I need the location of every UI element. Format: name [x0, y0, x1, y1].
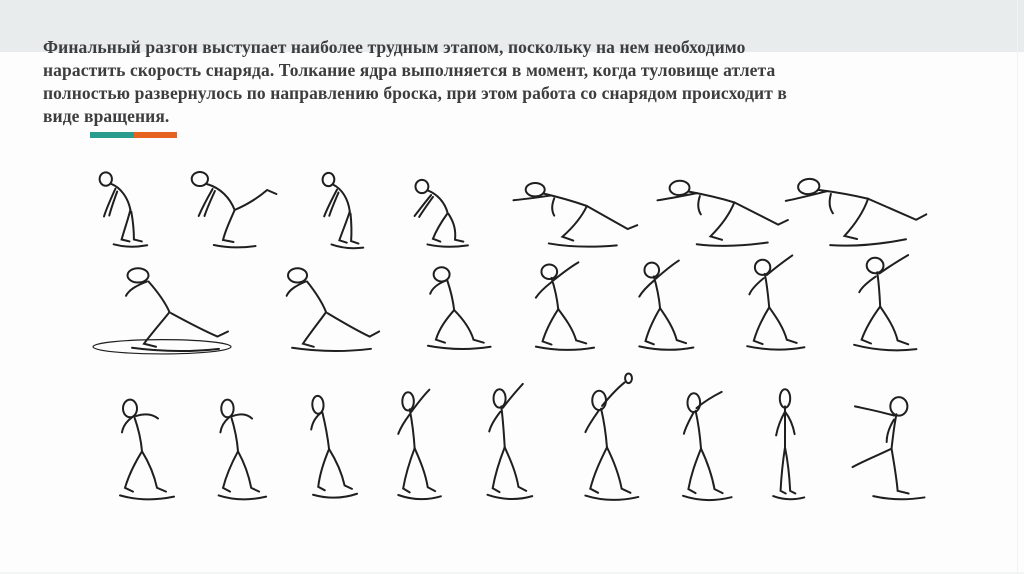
figure-limb	[709, 202, 736, 240]
figure-limb	[114, 244, 147, 246]
athlete-figure	[372, 378, 454, 508]
figure-limb	[427, 244, 467, 246]
figure-head	[402, 392, 413, 410]
figure-limb	[136, 414, 158, 418]
figure-limb	[238, 451, 259, 491]
figure-limb	[132, 348, 219, 351]
figure-head	[526, 183, 545, 196]
figure-limb	[697, 240, 768, 247]
figure-limb	[696, 411, 701, 449]
figure-limb	[331, 185, 351, 212]
figure-limb	[639, 346, 693, 349]
figure-limb	[654, 276, 660, 308]
athlete-figure	[556, 370, 654, 508]
shot-ball	[625, 373, 632, 383]
figure-limb	[125, 451, 142, 491]
figure-limb	[868, 193, 927, 225]
figure-limb	[585, 496, 638, 500]
athlete-figure	[748, 376, 822, 508]
figure-head	[123, 400, 137, 418]
figure-head	[494, 389, 506, 407]
figure-limb	[287, 282, 306, 296]
figure-head	[797, 178, 820, 195]
figure-limb	[447, 281, 454, 311]
figure-limb	[607, 447, 631, 493]
figure-limb	[855, 406, 894, 415]
figure-limb	[126, 282, 147, 296]
figure-head	[192, 172, 208, 186]
figure-limb	[454, 310, 484, 343]
paragraph-line-4: виде вращения.	[43, 106, 170, 126]
figure-limb	[220, 417, 229, 432]
figure-limb	[430, 281, 446, 294]
figure-limb	[233, 414, 252, 418]
athlete-figure	[285, 378, 372, 510]
athlete-figure	[254, 256, 390, 358]
figure-limb	[501, 406, 504, 447]
figure-limb	[403, 448, 414, 492]
figure-limb	[773, 496, 804, 499]
athlete-figure	[775, 138, 937, 261]
athlete-figure	[606, 251, 710, 357]
figure-head	[128, 268, 149, 282]
figure-limb	[536, 282, 552, 298]
figure-limb	[310, 412, 322, 429]
figure-limb	[859, 276, 875, 293]
figure-limb	[307, 282, 326, 313]
figure-limb	[327, 313, 379, 336]
paragraph-line-1: Финальный разгон выступает наиболее трудным этапом, поскольку на нем необходимо	[43, 37, 746, 57]
figure-limb	[765, 274, 769, 307]
figure-limb	[688, 449, 701, 494]
figure-head	[221, 400, 233, 418]
figure-head	[415, 180, 428, 193]
figure-limb	[131, 212, 142, 242]
figure-limb	[214, 245, 256, 247]
figure-limb	[428, 346, 491, 349]
figure-limb	[776, 412, 785, 436]
figure-limb	[549, 243, 617, 246]
figure-limb	[231, 416, 238, 451]
paragraph-line-3: полностью развернулось по направлению броска, при этом работа со снарядом происходит в	[43, 83, 787, 103]
athlete-figure	[500, 253, 612, 357]
figure-limb	[348, 213, 360, 243]
figure-limb	[207, 184, 235, 210]
athlete-figure	[92, 382, 192, 508]
figure-limb	[854, 345, 916, 352]
figure-limb	[552, 278, 559, 309]
figure-limb	[171, 313, 228, 336]
figure-limb	[149, 282, 170, 313]
figure-limb	[433, 213, 448, 242]
figure-head	[780, 389, 790, 407]
figure-limb	[683, 496, 732, 500]
figure-limb	[585, 410, 599, 432]
figure-limb	[329, 448, 352, 490]
figure-limb	[322, 412, 329, 449]
athlete-figure	[656, 373, 746, 508]
athlete-figure	[194, 382, 282, 508]
figure-limb	[134, 416, 142, 451]
athlete-figure	[460, 376, 546, 508]
figure-limb	[646, 308, 661, 344]
figure-limb	[841, 199, 872, 241]
figure-limb	[562, 206, 586, 241]
athlete-figure	[301, 155, 391, 256]
figure-limb	[489, 412, 500, 432]
figure-limb	[536, 347, 594, 350]
figure-limb	[785, 412, 795, 434]
figure-limb	[639, 281, 654, 297]
figure-head	[688, 393, 701, 412]
figure-limb	[235, 190, 277, 210]
figure-head	[434, 267, 450, 281]
throwing-circle-ring	[93, 340, 231, 354]
figure-limb	[601, 409, 607, 448]
figure-limb	[873, 496, 924, 499]
figure-limb	[398, 495, 441, 499]
figure-limb	[818, 185, 868, 204]
figure-limb	[785, 447, 795, 493]
figure-limb	[558, 309, 586, 343]
figure-limb	[861, 306, 880, 344]
figure-limb	[339, 211, 350, 243]
athlete-figure	[815, 244, 941, 360]
figure-limb	[120, 495, 174, 499]
figure-limb	[698, 196, 701, 214]
figure-limb	[754, 307, 769, 344]
figure-limb	[552, 198, 554, 215]
figure-head	[669, 180, 690, 195]
figure-limb	[747, 346, 804, 349]
figure-head	[755, 260, 770, 275]
figure-head	[312, 396, 324, 414]
figure-limb	[781, 447, 786, 493]
figure-limb	[587, 206, 637, 229]
athlete-figure	[396, 255, 510, 357]
figure-head	[890, 397, 907, 415]
athlete-figure	[508, 158, 644, 254]
figure-limb	[449, 214, 464, 242]
figure-limb	[749, 278, 763, 294]
athlete-figure	[82, 156, 170, 252]
figure-limb	[875, 272, 882, 306]
figure-head	[644, 263, 659, 278]
athlete-figure	[712, 249, 822, 357]
figure-limb	[660, 308, 686, 343]
figure-head	[592, 391, 606, 410]
figure-limb	[292, 348, 371, 351]
figure-limb	[415, 448, 436, 491]
figure-limb	[684, 412, 694, 434]
figure-limb	[543, 309, 559, 344]
figure-limb	[122, 210, 131, 242]
figure-limb	[785, 191, 828, 201]
figure-limb	[219, 495, 267, 499]
athlete-figure	[822, 376, 944, 508]
figure-head	[541, 264, 557, 279]
figure-limb	[144, 312, 170, 347]
figure-limb	[829, 194, 833, 214]
figure-limb	[488, 495, 533, 499]
figure-limb	[111, 184, 130, 210]
athlete-figure	[172, 152, 288, 252]
figure-limb	[331, 244, 363, 248]
figure-limb	[223, 451, 238, 491]
figure-limb	[436, 310, 454, 343]
figure-limb	[493, 447, 505, 492]
figure-limb	[701, 449, 723, 494]
figure-limb	[223, 210, 235, 242]
figure-limb	[398, 414, 409, 434]
figure-limb	[590, 447, 607, 493]
figure-limb	[316, 449, 331, 491]
figure-limb	[122, 417, 132, 432]
athlete-figure	[398, 158, 490, 253]
paragraph-line-2: нарастить скорость снаряда. Толкание ядра выполняется в момент, когда туловище атлета	[43, 60, 776, 80]
figure-limb	[505, 447, 526, 491]
figure-head	[288, 268, 307, 282]
figure-limb	[853, 449, 892, 467]
figure-limb	[688, 189, 734, 205]
athlete-figure	[90, 256, 240, 358]
figure-limb	[142, 451, 166, 491]
figure-limb	[313, 492, 357, 498]
figure-limb	[303, 312, 326, 347]
figure-limb	[892, 449, 909, 494]
figure-limb	[769, 307, 797, 343]
athlete-figure	[649, 148, 796, 257]
figure-limb	[878, 307, 910, 345]
